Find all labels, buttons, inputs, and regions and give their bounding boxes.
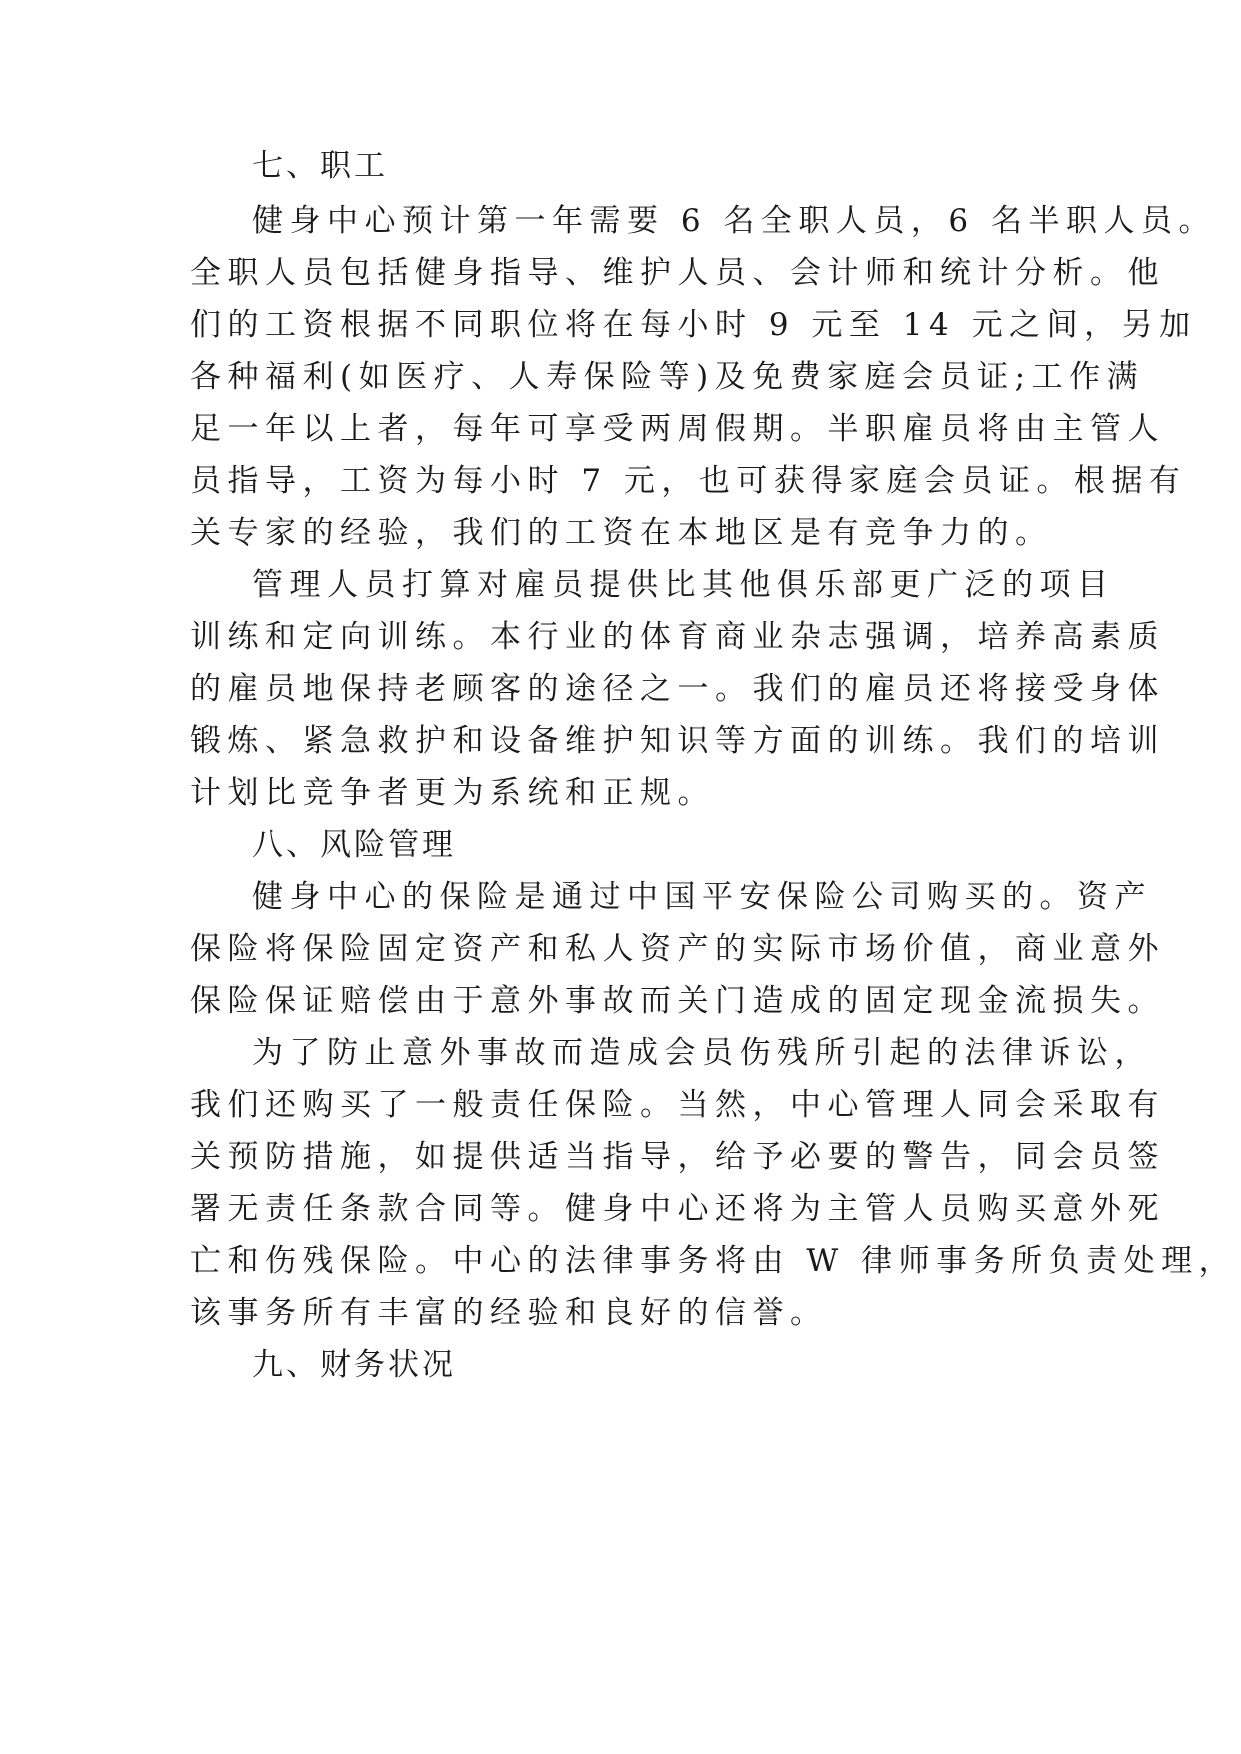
section-heading-staff: 七、职工 xyxy=(252,148,388,184)
paragraph-line: 亡和伤残保险。中心的法律事务将由 W 律师事务所负责处理， xyxy=(190,1243,1237,1279)
paragraph-line: 健身中心预计第一年需要 6 名全职人员，6 名半职人员。 xyxy=(252,203,1217,239)
paragraph-line: 足一年以上者，每年可享受两周假期。半职雇员将由主管人 xyxy=(190,411,1165,447)
paragraph-line: 训练和定向训练。本行业的体育商业杂志强调，培养高素质 xyxy=(190,619,1165,655)
paragraph-line: 锻炼、紧急救护和设备维护知识等方面的训练。我们的培训 xyxy=(190,723,1165,759)
paragraph-line: 健身中心的保险是通过中国平安保险公司购买的。资产 xyxy=(252,879,1152,915)
paragraph-line: 为了防止意外事故而造成会员伤残所引起的法律诉讼， xyxy=(252,1035,1152,1071)
paragraph-line: 保险将保险固定资产和私人资产的实际市场价值，商业意外 xyxy=(190,931,1165,967)
paragraph-line: 该事务所有丰富的经验和良好的信誉。 xyxy=(190,1295,828,1331)
paragraph-line: 管理人员打算对雇员提供比其他俱乐部更广泛的项目 xyxy=(252,567,1115,603)
paragraph-line: 全职人员包括健身指导、维护人员、会计师和统计分析。他 xyxy=(190,255,1165,291)
section-heading-financial-status: 九、财务状况 xyxy=(252,1347,456,1383)
paragraph-line: 各种福利(如医疗、人寿保险等)及免费家庭会员证;工作满 xyxy=(190,359,1145,395)
paragraph-line: 关预防措施，如提供适当指导，给予必要的警告，同会员签 xyxy=(190,1139,1165,1175)
paragraph-line: 关专家的经验，我们的工资在本地区是有竞争力的。 xyxy=(190,515,1053,551)
paragraph-line: 的雇员地保持老顾客的途径之一。我们的雇员还将接受身体 xyxy=(190,671,1165,707)
paragraph-line: 员指导，工资为每小时 7 元，也可获得家庭会员证。根据有 xyxy=(190,463,1187,499)
paragraph-line: 计划比竞争者更为系统和正规。 xyxy=(190,775,715,811)
paragraph-line: 保险保证赔偿由于意外事故而关门造成的固定现金流损失。 xyxy=(190,983,1165,1019)
paragraph-line: 署无责任条款合同等。健身中心还将为主管人员购买意外死 xyxy=(190,1191,1165,1227)
paragraph-line: 们的工资根据不同职位将在每小时 9 元至 14 元之间，另加 xyxy=(190,307,1197,343)
section-heading-risk-management: 八、风险管理 xyxy=(252,827,456,863)
paragraph-line: 我们还购买了一般责任保险。当然，中心管理人同会采取有 xyxy=(190,1087,1165,1123)
